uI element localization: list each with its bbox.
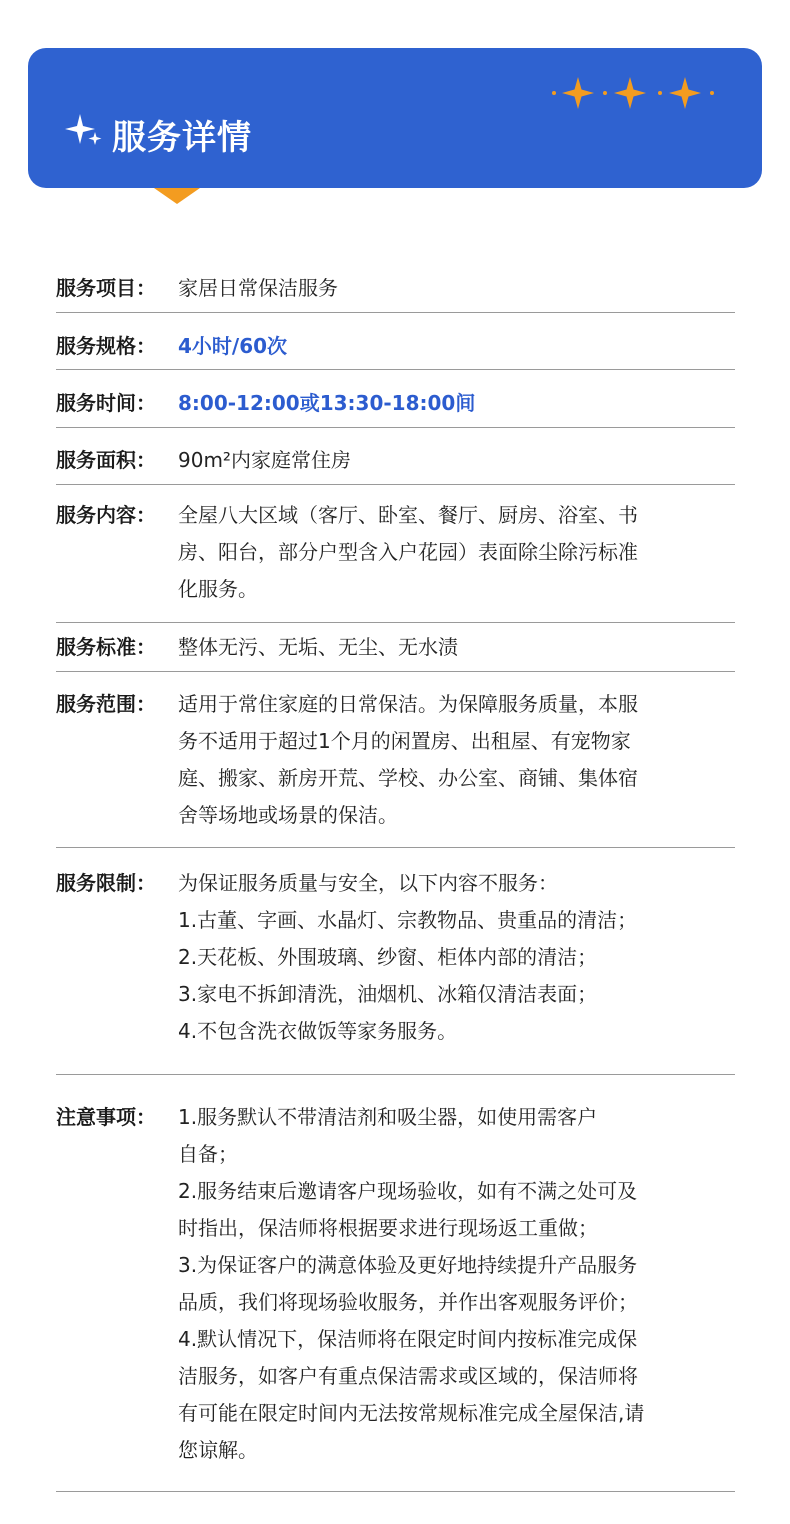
star-icon [669,77,701,109]
row-value-line: 舍等场地或场景的保洁。 [178,803,398,827]
row-value-line: 您谅解。 [178,1438,258,1462]
dot-icon [603,91,607,95]
row-value-line: 4.不包含洗衣做饭等家务服务。 [178,1019,458,1043]
row-divider [56,427,735,428]
row-value [178,1099,735,1469]
row-value-line: 庭、搬家、新房开荒、学校、办公室、商铺、集体宿 [178,766,638,790]
row-label: 服务标准： [56,635,156,659]
row-label: 服务时间： [56,391,156,415]
row-value-line: 1.古董、字画、水晶灯、宗教物品、贵重品的清洁； [178,908,638,932]
row-value [178,497,735,608]
row-label: 服务限制： [56,871,156,895]
banner-pointer [154,188,200,204]
row-divider [56,1074,735,1075]
row-value-line: 房、阳台，部分户型含入户花园）表面除尘除污标准 [178,540,638,564]
row-value-line: 8:00-12:00或13:30-18:00间 [178,391,476,415]
row-value-line: 整体无污、无垢、无尘、无水渍 [178,635,458,659]
row-divider [56,622,735,623]
sparkle-icon [64,112,104,152]
row-label: 服务内容： [56,503,156,527]
row-divider [56,484,735,485]
row-value [178,865,735,1050]
row-value-line: 90m²内家庭常住房 [178,448,351,472]
row-divider [56,312,735,313]
dot-icon [658,91,662,95]
star-icon [614,77,646,109]
row-value [178,385,735,422]
row-value [178,328,735,365]
row-label: 服务范围： [56,692,156,716]
row-value-line: 化服务。 [178,577,258,601]
row-divider [56,671,735,672]
row-value-line: 洁服务，如客户有重点保洁需求或区域的，保洁师将 [178,1364,638,1388]
row-value-line: 时指出，保洁师将根据要求进行现场返工重做； [178,1216,598,1240]
row-label: 注意事项： [56,1105,156,1129]
row-value-line: 全屋八大区域（客厅、卧室、餐厅、厨房、浴室、书 [178,503,638,527]
star-icon-group [548,74,718,112]
row-divider [56,847,735,848]
row-value [178,442,735,479]
row-value [178,686,735,834]
row-value-line: 1.服务默认不带清洁剂和吸尘器，如使用需客户 [178,1105,598,1129]
row-divider [56,1491,735,1492]
row-value-line: 2.服务结束后邀请客户现场验收，如有不满之处可及 [178,1179,638,1203]
row-value-line: 2.天花板、外围玻璃、纱窗、柜体内部的清洁； [178,945,598,969]
row-label: 服务规格： [56,334,156,358]
row-value-line: 4小时/60次 [178,334,288,358]
row-value-line: 自备； [178,1142,238,1166]
star-icon [562,77,594,109]
row-value-line: 3.家电不拆卸清洗，油烟机、冰箱仅清洁表面； [178,982,598,1006]
row-value-line: 有可能在限定时间内无法按常规标准完成全屋保洁,请 [178,1401,645,1425]
row-value [178,629,735,666]
dot-icon [552,91,556,95]
row-value-line: 品质，我们将现场验收服务，并作出客观服务评价； [178,1290,638,1314]
row-value-line: 家居日常保洁服务 [178,276,338,300]
row-value-line: 适用于常住家庭的日常保洁。为保障服务质量，本服 [178,692,638,716]
row-value [178,270,735,307]
row-value-line: 3.为保证客户的满意体验及更好地持续提升产品服务 [178,1253,638,1277]
dot-icon [710,91,714,95]
row-label: 服务项目： [56,276,156,300]
page-title: 服务详情 [112,118,252,158]
row-value-line: 为保证服务质量与安全，以下内容不服务： [178,871,558,895]
row-value-line: 务不适用于超过1个月的闲置房、出租屋、有宠物家 [178,729,631,753]
row-value-line: 4.默认情况下，保洁师将在限定时间内按标准完成保 [178,1327,638,1351]
row-divider [56,369,735,370]
row-label: 服务面积： [56,448,156,472]
